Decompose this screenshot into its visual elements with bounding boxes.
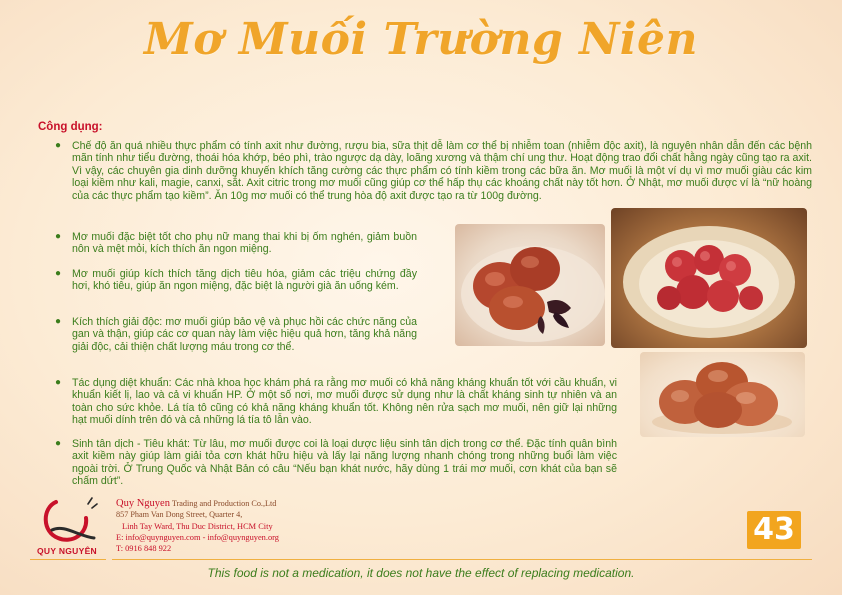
company-address-1: 857 Pham Van Dong Street, Quarter 4, bbox=[116, 510, 243, 520]
list-item-text: Kích thích giải độc: mơ muối giúp bảo vệ và phục hồi các chức năng của gan và thận, giúp các cơ quan này làm việc hiệu quả hơn, tăng khả năng giải độc, cải thiện chất lượng máu trong cơ thể. bbox=[72, 316, 417, 353]
company-info bbox=[116, 498, 279, 554]
plum-photo bbox=[455, 224, 605, 346]
company-name-suffix: Trading and Production Co.,Ltd bbox=[169, 499, 277, 508]
bullet-dot-icon: ● bbox=[55, 140, 62, 151]
footer-divider bbox=[112, 559, 812, 560]
bullet-dot-icon: ● bbox=[55, 438, 62, 449]
disclaimer-text: This food is not a medication, it does not have the effect of replacing medication. bbox=[207, 566, 635, 580]
plum-bowl-photo bbox=[611, 208, 807, 348]
company-email: E: info@quynguyen.com - info@quynguyen.org bbox=[116, 532, 279, 542]
company-address-2: Linh Tay Ward, Thu Duc District, HCM City bbox=[122, 521, 273, 531]
list-item-text: Tác dụng diệt khuẩn: Các nhà khoa học khám phá ra rằng mơ muối có khả năng kháng khuẩn tốt với cầu khuẩn, vi khuẩn kiết lị, lao và cả vi khuẩn HP. Ở một số nơi, mơ muối được sử dụng như là chất kháng sinh tự nhiên và an toàn cho sức khỏe. Lá tía tô cũng có khả năng kháng khuẩn tốt. Không nên rửa sạch mơ muối, nên giữ lại những hạt muối dính trên đó và cả những lá tía tô lẫn vào. bbox=[72, 377, 617, 427]
bullet-dot-icon: ● bbox=[55, 316, 62, 327]
bullet-dot-icon: ● bbox=[55, 231, 62, 242]
section-heading: Công dụng: bbox=[38, 121, 103, 133]
plum-pile-photo bbox=[640, 352, 805, 437]
quy-nguyen-logo-icon bbox=[38, 494, 102, 546]
list-item bbox=[55, 438, 617, 488]
list-item bbox=[55, 377, 617, 427]
page-number-badge: 43 bbox=[747, 511, 801, 549]
company-name: Quy Nguyen bbox=[116, 498, 170, 509]
bullet-dot-icon: ● bbox=[55, 268, 62, 279]
list-item-text: Mơ muối giúp kích thích tăng dịch tiêu hóa, giảm các triệu chứng đầy hơi, khó tiêu, giúp ăn ngon miệng, đặc biệt là người già ăn uống kém. bbox=[72, 268, 417, 293]
bullet-dot-icon: ● bbox=[55, 377, 62, 388]
list-item bbox=[55, 268, 417, 293]
list-item bbox=[55, 231, 417, 256]
company-phone: T: 0916 848 922 bbox=[116, 544, 172, 554]
list-item-text: Mơ muối đặc biệt tốt cho phụ nữ mang thai khi bị ốm nghén, giảm buồn nôn và mệt mỏi, kích thích ăn ngon miệng. bbox=[72, 231, 417, 256]
list-item bbox=[55, 140, 812, 202]
list-item bbox=[55, 316, 417, 353]
list-item-text: Chế độ ăn quá nhiều thực phẩm có tính axit như đường, rượu bia, sữa thịt dễ làm cơ thể bị nhiễm toan (nhiễm độc axit), là nguyên nhân dẫn đến các bệnh mãn tính như tiểu đường, thoái hóa khớp, béo phì, trào ngược dạ dày, loãng xương và thậm chí ung thư. Hoạt động trao đổi chất hằng ngày cũng tạo ra axit. Vì vậy, các chuyên gia dinh dưỡng khuyến khích tăng cường các thực phẩm có tính kiềm trong các bữa ăn. Mơ muối là một ví dụ vì mơ muối giàu các kim loại kiềm như kali, magie, canxi, sắt. Axit citric trong mơ muối cũng giúp cơ thể hấp thụ các khoáng chất này tốt hơn. Ở Nhật, mơ muối được ví là “nữ hoàng của các thực phẩm tạo kiềm”. Ăn 10g mơ muối có thể trung hòa độ axit được tạo ra từ 100g đường. bbox=[72, 140, 812, 202]
company-name-line bbox=[116, 498, 279, 509]
logo-text: QUY NGUYÊN bbox=[37, 546, 97, 556]
page-title: Mơ Muối Trường Niên bbox=[144, 14, 698, 65]
footer-divider-left bbox=[30, 559, 106, 560]
list-item-text: Sinh tân dịch - Tiêu khát: Từ lâu, mơ muối được coi là loại dược liệu sinh tân dịch trong cơ thể. Đặc tính quân bình axit kiềm này giúp làm giải tỏa cơn khát hữu hiệu và lấy lại năng lượng nhanh chóng trong những buổi làm việc ngoài trời. Ở Trung Quốc và Nhật Bản có câu “Nếu bạn khát nước, hãy dùng 1 trái mơ muối, cơn khát của bạn sẽ chấm dứt”. bbox=[72, 438, 617, 488]
